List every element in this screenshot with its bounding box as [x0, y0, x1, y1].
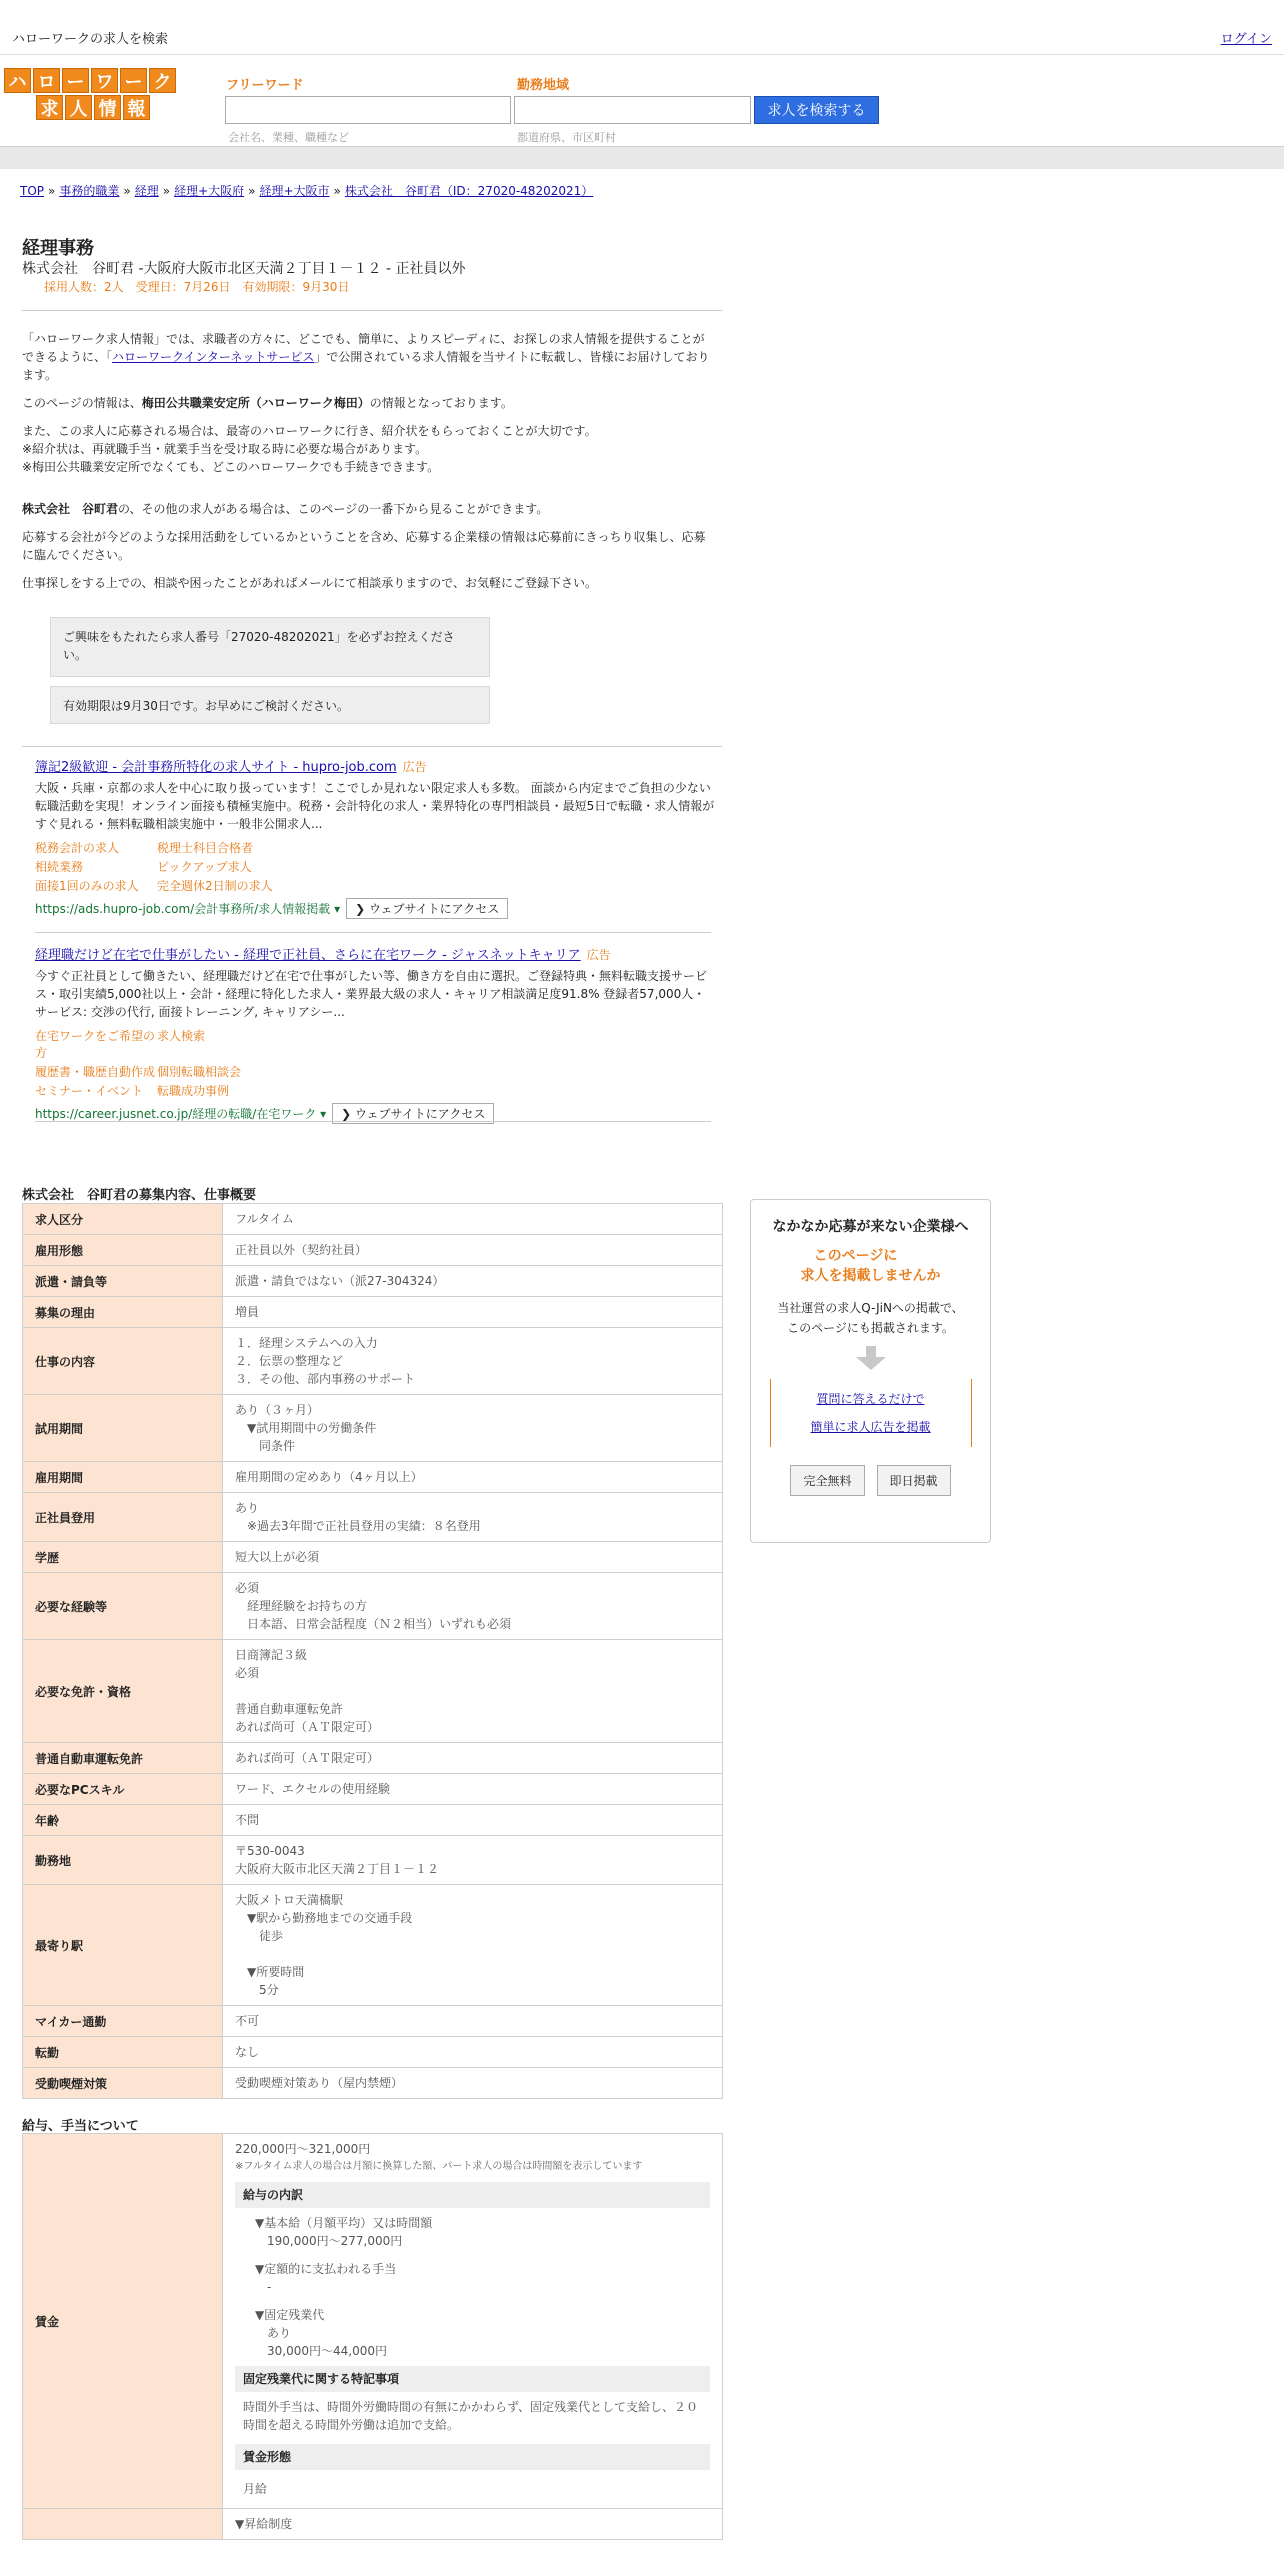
header	[0, 54, 1284, 146]
base-pay-value: 190,000円〜277,000円	[267, 2234, 403, 2248]
visit-website-button[interactable]: ❯ ウェブサイトにアクセス	[332, 1103, 494, 1124]
ad-sitelink[interactable]: 履歴書・職歴自動作成	[35, 1065, 156, 1079]
ad-sitelink[interactable]: セミナー・イベント	[35, 1084, 144, 1098]
details-value	[223, 1462, 723, 1493]
details-row	[23, 1542, 723, 1573]
advice-paragraph: 応募する会社が今どのような採用活動をしているかということを含め、応募する企業様の情報は応募前にきっちり収集し、応募に臨んでください。	[22, 530, 706, 562]
source-text: このページの情報は、	[22, 396, 142, 410]
logo-character: ロ	[33, 68, 60, 93]
details-value-line: ▼試用期間中の労働条件	[235, 1421, 377, 1435]
promo-text	[751, 1298, 990, 1338]
site-tagline: ハローワークの求人を検索	[12, 32, 169, 47]
raise-value: ▼昇給制度	[223, 2509, 723, 2540]
details-value-line: ２．伝票の整理など	[235, 1354, 344, 1368]
ad-description: 大阪・兵庫・京都の求人を中心に取り扱っています！ここでしか見れない限定求人も多数。 面談から内定までご負担の少ない転職活動を実現！オンライン面接も積極実施中。税務・会計特化の求人・業界特化の専門相談員・最短5日で転職・求人情報がすぐ見れる・無料転職相談実施中・一般非公開求人...	[35, 781, 715, 831]
details-label: 試用期間	[23, 1395, 223, 1462]
breadcrumb	[20, 182, 593, 199]
details-label: 受動喫煙対策	[23, 2068, 223, 2099]
referral-paragraph	[22, 422, 712, 476]
breadcrumb-prefecture[interactable]: 経理+大阪府	[174, 184, 245, 198]
details-value-line: ワード、エクセルの使用経験	[235, 1782, 390, 1796]
area-label: 勤務地域	[517, 78, 570, 93]
details-label: 年齢	[23, 1805, 223, 1836]
details-value-line: 受動喫煙対策あり（屋内禁煙）	[235, 2076, 404, 2090]
ad-sitelink[interactable]: 個別転職相談会	[157, 1065, 242, 1079]
breadcrumb-separator: »	[333, 184, 341, 198]
details-value-line: 経理経験をお持ちの方	[235, 1599, 368, 1613]
referral-note: ※紹介状は、再就職手当・就業手当を受け取る時に必要な場合があります。	[22, 442, 428, 456]
area-input[interactable]	[514, 96, 751, 124]
other-jobs-text: の、その他の求人がある場合は、このページの一番下から見ることができます。	[118, 502, 549, 516]
fixed-allowance-value: -	[267, 2280, 272, 2294]
company-name: 株式会社 谷町君	[22, 502, 119, 516]
logo-character: ク	[149, 68, 176, 93]
divider	[35, 1121, 711, 1122]
details-label: 仕事の内容	[23, 1328, 223, 1395]
intro-text: 「ハローワーク求人情報」では、求職者の方々に、どこでも、簡単に、よりスピーディに、お探しの求人情報を提供することができるように、「	[22, 332, 705, 364]
overtime-value: あり	[267, 2326, 292, 2340]
details-value-line: 大阪メトロ天満橋駅	[235, 1893, 344, 1907]
top-bar	[0, 0, 1284, 55]
search-button[interactable]: 求人を検索する	[754, 96, 879, 124]
fixed-allowance-heading: ▼定額的に支払われる手当	[255, 2262, 397, 2276]
promo-link-questions[interactable]: 質問に答えるだけで	[816, 1392, 925, 1406]
details-value-line: 普通自動車運転免許	[235, 1702, 344, 1716]
details-value-line: 正社員以外（契約社員）	[235, 1243, 368, 1257]
ad-label: 広告	[586, 948, 611, 962]
keyword-label: フリーワード	[226, 78, 304, 93]
details-row	[23, 1774, 723, 1805]
details-label: 募集の理由	[23, 1297, 223, 1328]
ad-description: 今すぐ正社員として働きたい、経理職だけど在宅で仕事がしたい等、働き方を自由に選択。ご登録特典・無料転職支援サービス・取引実績5,000社以上・会計・経理に特化した求人・業界最大級の求人・キャリア相談満足度91.8% 登録者57,000人・サービス: 交渉の代行, 面接トレーニング, キャリアシー...	[35, 969, 708, 1019]
details-row	[23, 2068, 723, 2099]
breadcrumb-city[interactable]: 経理+大阪市	[259, 184, 330, 198]
breadcrumb-job-type[interactable]: 経理	[134, 184, 159, 198]
logo-character: ー	[120, 68, 147, 93]
details-label: 普通自動車運転免許	[23, 1743, 223, 1774]
raise-label	[23, 2509, 223, 2540]
details-value-line: あれば尚可（ＡＴ限定可）	[235, 1751, 380, 1765]
ad-url[interactable]: https://career.jusnet.co.jp/経理の転職/在宅ワーク ▾	[35, 1107, 327, 1121]
details-value-line: ▼所要時間	[235, 1965, 305, 1979]
logo-character: ハ	[4, 68, 31, 93]
details-row	[23, 1297, 723, 1328]
promo-text-line: このページにも掲載されます。	[787, 1321, 954, 1335]
wage-table	[22, 2133, 723, 2540]
details-row	[23, 1204, 723, 1235]
promo-links	[770, 1379, 972, 1447]
referral-text: また、この求人に応募される場合は、最寄のハローワークに行き、紹介状をもらっておくことが大切です。	[22, 424, 597, 438]
details-value-line: 必須	[235, 1581, 260, 1595]
base-pay-heading: ▼基本給（月額平均）又は時間額	[255, 2216, 433, 2230]
details-value-line: 〒530-0043	[235, 1844, 305, 1858]
details-label: 雇用形態	[23, 1235, 223, 1266]
details-row	[23, 1885, 723, 2006]
details-value-line: ※過去3年間で正社員登用の実績：８名登用	[235, 1519, 481, 1533]
job-details-table	[22, 1203, 723, 2099]
ad-sitelink[interactable]: 税務会計の求人	[35, 841, 120, 855]
wage-value	[223, 2134, 723, 2509]
details-value	[223, 1805, 723, 1836]
ad-sitelink[interactable]: 面接1回のみの求人	[35, 879, 139, 893]
details-value	[223, 1573, 723, 1640]
details-value	[223, 1395, 723, 1462]
details-value-line: なし	[235, 2045, 260, 2059]
divider	[22, 310, 722, 311]
details-label: 転勤	[23, 2037, 223, 2068]
details-value	[223, 2006, 723, 2037]
details-label: 学歴	[23, 1542, 223, 1573]
ad-title-link[interactable]: 簿記2級歓迎 - 会計事務所特化の求人サイト - hupro-job.com	[35, 760, 397, 775]
logo-character: 人	[65, 95, 92, 120]
details-row	[23, 1328, 723, 1395]
details-value	[223, 1266, 723, 1297]
details-value	[223, 1493, 723, 1542]
keyword-hint: 会社名、業種、職種など	[228, 131, 349, 144]
divider	[22, 746, 722, 747]
ad-sitelink[interactable]: 完全週休2日制の求人	[157, 879, 273, 893]
job-number-notice: ご興味をもたれたら求人番号「27020-48202021」を必ずお控えください。	[50, 617, 490, 677]
header-divider	[0, 146, 1284, 169]
details-value-line: 大阪府大阪市北区天満２丁目１－１２	[235, 1862, 440, 1876]
ad-sitelink[interactable]: ピックアップ求人	[157, 860, 252, 874]
details-value	[223, 1542, 723, 1573]
details-value-line: 同条件	[235, 1439, 296, 1453]
details-value-line: 不問	[235, 1813, 260, 1827]
source-office: 梅田公共職業安定所（ハローワーク梅田）	[141, 396, 370, 410]
details-row	[23, 1462, 723, 1493]
details-label: 勤務地	[23, 1836, 223, 1885]
logo-character: ワ	[91, 68, 118, 93]
deadline-notice: 有効期限は9月30日です。お早めにご検討ください。	[50, 686, 490, 724]
breadcrumb-company[interactable]: 株式会社 谷町君（ID：27020-48202021）	[344, 184, 594, 198]
ad-sitelink[interactable]: 在宅ワークをご希望の方	[35, 1029, 156, 1060]
details-value	[223, 2068, 723, 2099]
ad-url[interactable]: https://ads.hupro-job.com/会計事務所/求人情報掲載 ▾	[35, 902, 341, 916]
wage-row	[23, 2134, 723, 2509]
details-value-line: 5分	[235, 1983, 279, 1997]
wage-range: 220,000円〜321,000円	[235, 2142, 371, 2156]
details-value	[223, 2037, 723, 2068]
overtime-notes-heading: 固定残業代に関する特記事項	[235, 2366, 710, 2392]
logo-character: 求	[36, 95, 63, 120]
details-value-line: ３．その他、部内事務のサポート	[235, 1372, 416, 1386]
intro-text: 」で公開されている求人情報を当サイトに転載し、皆様にお届けしております。	[22, 350, 710, 382]
area-hint: 都道府県、市区町村	[517, 131, 616, 144]
consult-paragraph: 仕事探しをする上での、相談や困ったことがあればメールにて相談承りますので、お気軽にご登録下さい。	[22, 576, 598, 590]
details-value-line: 徒歩	[235, 1929, 284, 1943]
details-value-line: ▼駅から勤務地までの交通手段	[235, 1911, 413, 1925]
ad-sitelink[interactable]: 転職成功事例	[157, 1084, 230, 1098]
details-value-line: １．経理システムへの入力	[235, 1336, 378, 1350]
ad-sitelink[interactable]: 求人検索	[157, 1029, 206, 1043]
breadcrumb-separator: »	[123, 184, 131, 198]
details-row	[23, 1640, 723, 1743]
down-arrow-icon	[856, 1346, 886, 1370]
details-row	[23, 1235, 723, 1266]
breadcrumb-separator: »	[248, 184, 256, 198]
details-row	[23, 1493, 723, 1542]
referral-note: ※梅田公共職業安定所でなくても、どこのハローワークでも手続きできます。	[22, 460, 440, 474]
promo-link-post-ad[interactable]: 簡単に求人広告を掲載	[810, 1420, 931, 1434]
details-value-line: 短大以上が必須	[235, 1550, 320, 1564]
job-meta: 採用人数：2人 受理日：7月26日 有効期限：9月30日	[44, 280, 350, 294]
wage-row	[23, 2509, 723, 2540]
details-label: 必要な経験等	[23, 1573, 223, 1640]
hellowork-service-link[interactable]: ハローワークインターネットサービス	[112, 350, 315, 364]
promo-text-line: 当社運営の求人Q-JiNへの掲載で、	[777, 1301, 964, 1315]
overtime-amount: 30,000円〜44,000円	[267, 2344, 387, 2358]
details-row	[23, 1836, 723, 1885]
details-value	[223, 1328, 723, 1395]
details-row	[23, 2006, 723, 2037]
ad-sitelink[interactable]: 税理士科目合格者	[157, 841, 254, 855]
promo-headline	[751, 1246, 990, 1286]
details-row	[23, 1573, 723, 1640]
breadcrumb-top[interactable]: TOP	[20, 184, 45, 198]
details-value	[223, 1235, 723, 1266]
details-label: 必要な免許・資格	[23, 1640, 223, 1743]
company-line: 株式会社 谷町君 -大阪府大阪市北区天満２丁目１－１２ - 正社員以外	[22, 261, 466, 277]
details-value-line: あれば尚可（ＡＴ限定可）	[235, 1720, 380, 1734]
details-label: 求人区分	[23, 1204, 223, 1235]
details-value-line	[235, 1945, 710, 1963]
details-section-title: 株式会社 谷町君の募集内容、仕事概要	[22, 1188, 257, 1203]
details-value-line: フルタイム	[235, 1212, 294, 1226]
details-value-line: 雇用期間の定めあり（4ヶ月以上）	[235, 1470, 423, 1484]
other-jobs-paragraph	[22, 500, 712, 518]
details-value-line: 増員	[235, 1305, 260, 1319]
details-value	[223, 1774, 723, 1805]
breadcrumb-separator: »	[48, 184, 56, 198]
details-value-line: 不可	[235, 2014, 260, 2028]
details-value	[223, 1640, 723, 1743]
details-label: 最寄り駅	[23, 1885, 223, 2006]
details-row	[23, 1743, 723, 1774]
employer-promo-box	[750, 1199, 991, 1543]
details-row	[23, 1395, 723, 1462]
details-row	[23, 1805, 723, 1836]
details-label: 雇用期間	[23, 1462, 223, 1493]
logo-character: 報	[123, 95, 150, 120]
details-value-line: あり	[235, 1501, 260, 1515]
logo-character: 情	[94, 95, 121, 120]
overtime-heading: ▼固定残業代	[255, 2308, 325, 2322]
details-value	[223, 1743, 723, 1774]
details-value-line: 必須	[235, 1666, 260, 1680]
details-row	[23, 1266, 723, 1297]
job-title: 経理事務	[22, 238, 94, 259]
details-label: 派遣・請負等	[23, 1266, 223, 1297]
wage-form-heading: 賃金形態	[235, 2444, 710, 2470]
details-label: 正社員登用	[23, 1493, 223, 1542]
promo-headline-line: このページに	[813, 1248, 898, 1264]
wage-note: ※フルタイム求人の場合は月額に換算した額、パート求人の場合は時間額を表示しています	[235, 2161, 643, 2172]
details-value	[223, 1204, 723, 1235]
breadcrumb-separator: »	[162, 184, 171, 198]
visit-website-button[interactable]: ❯ ウェブサイトにアクセス	[346, 898, 508, 919]
ad-title-link[interactable]: 経理職だけど在宅で仕事がしたい - 経理で正社員、さらに在宅ワーク - ジャスネットキャリア	[35, 948, 581, 963]
ad-label: 広告	[402, 760, 427, 774]
keyword-input[interactable]	[225, 96, 511, 124]
details-value-line: 日商簿記３級	[235, 1648, 308, 1662]
details-value-line	[235, 1682, 710, 1700]
details-value-line: 派遣・請負ではない（派27-304324）	[235, 1274, 445, 1288]
site-logo[interactable]	[4, 68, 180, 122]
breadcrumb-category[interactable]: 事務的職業	[59, 184, 120, 198]
divider	[35, 932, 711, 933]
sponsored-ad	[35, 944, 715, 1124]
details-value	[223, 1885, 723, 2006]
details-label: 必要なPCスキル	[23, 1774, 223, 1805]
overtime-notes: 時間外手当は、時間外労働時間の有無にかかわらず、固定残業代として支給し、２０時間を超える時間外労働は追加で支給。	[243, 2400, 699, 2432]
same-day-button[interactable]: 即日掲載	[877, 1465, 951, 1496]
sponsored-ad	[35, 756, 715, 919]
source-paragraph	[22, 394, 712, 412]
intro-paragraph	[22, 330, 712, 384]
wage-section-title: 給与、手当について	[22, 2119, 139, 2134]
details-row	[23, 2037, 723, 2068]
details-value	[223, 1836, 723, 1885]
promo-headline-line: 求人を掲載しませんか	[800, 1268, 941, 1284]
free-button[interactable]: 完全無料	[790, 1465, 864, 1496]
promo-heading: なかなか応募が来ない企業様へ	[772, 1219, 969, 1235]
source-text: の情報となっております。	[369, 396, 513, 410]
details-value	[223, 1297, 723, 1328]
wage-form-value: 月給	[243, 2482, 268, 2496]
wage-breakdown-heading: 給与の内訳	[235, 2182, 710, 2208]
ad-sitelink[interactable]: 相続業務	[35, 860, 84, 874]
login-link[interactable]: ログイン	[1220, 32, 1272, 47]
details-value-line: あり（３ヶ月）	[235, 1403, 320, 1417]
details-label: マイカー通勤	[23, 2006, 223, 2037]
wage-label: 賃金	[23, 2134, 223, 2509]
details-value-line: 日本語、日常会話程度（Ｎ２相当）いずれも必須	[235, 1617, 512, 1631]
logo-character: ー	[62, 68, 89, 93]
